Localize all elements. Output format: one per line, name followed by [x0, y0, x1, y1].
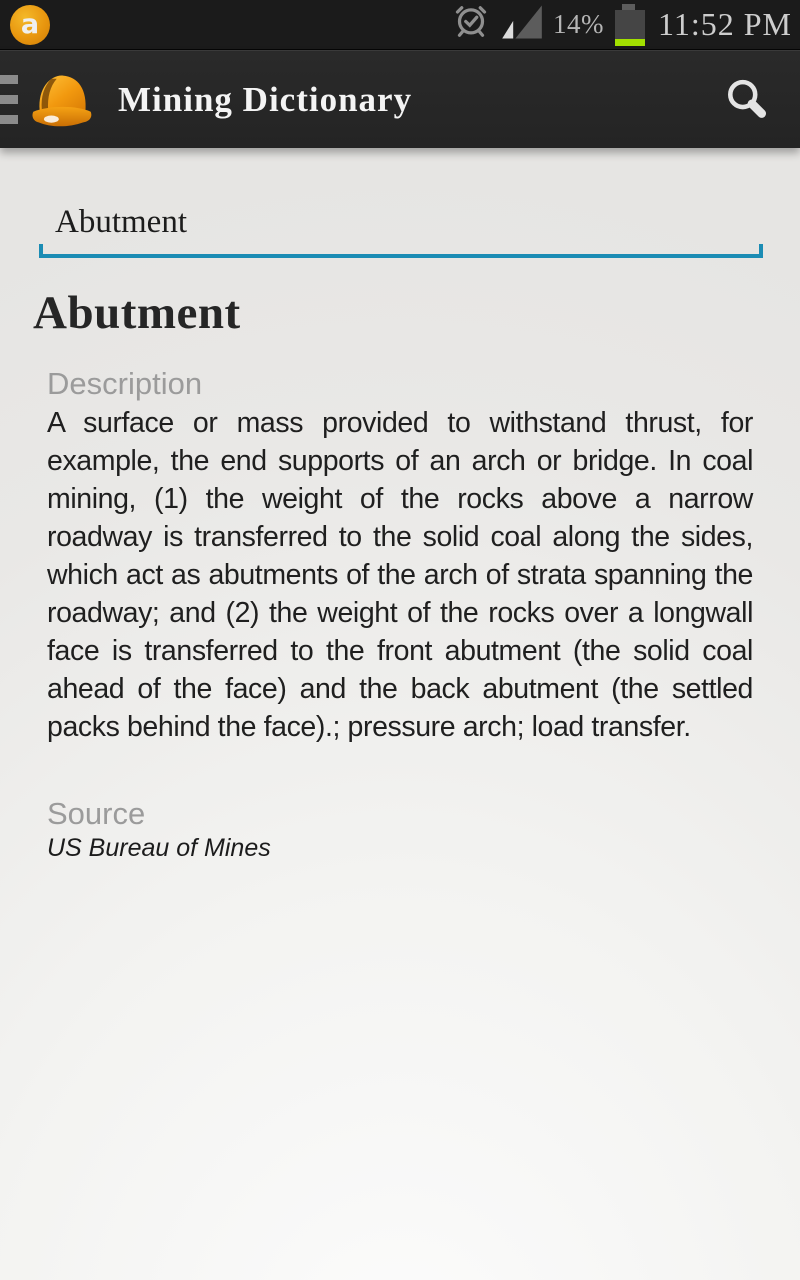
- mining-helmet-icon: [28, 68, 96, 132]
- notification-app-icon: [10, 5, 50, 45]
- source-text: US Bureau of Mines: [47, 834, 271, 862]
- search-input[interactable]: [39, 196, 763, 254]
- search-field: [39, 196, 763, 258]
- status-bar: [0, 0, 800, 50]
- battery-icon: [615, 4, 645, 46]
- battery-percent: 14%: [553, 9, 605, 39]
- input-underline-tick-left: [39, 244, 43, 258]
- description-text: A surface or mass provided to withstand thrust, for example, the end supports of an arch or bridge. In coal mining, (1) the weight of the rocks above a narrow roadway is transferred to the solid coal along the sides, which act as abutments of the arch of strata spanning the roadway; and (2) the weight of the rocks over a longwall face is transferred to the front abutment (the solid coal ahead of the face) and the back abutment (the settled packs behind the face).; pressure arch; load transfer.: [47, 407, 753, 743]
- menu-icon[interactable]: [0, 75, 18, 124]
- alarm-icon: [451, 2, 491, 47]
- app-badge-letter: a: [20, 9, 40, 40]
- input-underline-tick-right: [759, 244, 763, 258]
- app-title: Mining Dictionary: [118, 79, 413, 119]
- search-icon[interactable]: [718, 72, 774, 128]
- source-label: Source: [47, 796, 146, 831]
- clock-time: 11:52 PM: [658, 6, 792, 42]
- signal-strength-icon: [500, 3, 544, 46]
- app-bar: [0, 50, 800, 148]
- term-heading: Abutment: [33, 287, 241, 339]
- content: [0, 196, 800, 863]
- description-label: Description: [47, 366, 203, 401]
